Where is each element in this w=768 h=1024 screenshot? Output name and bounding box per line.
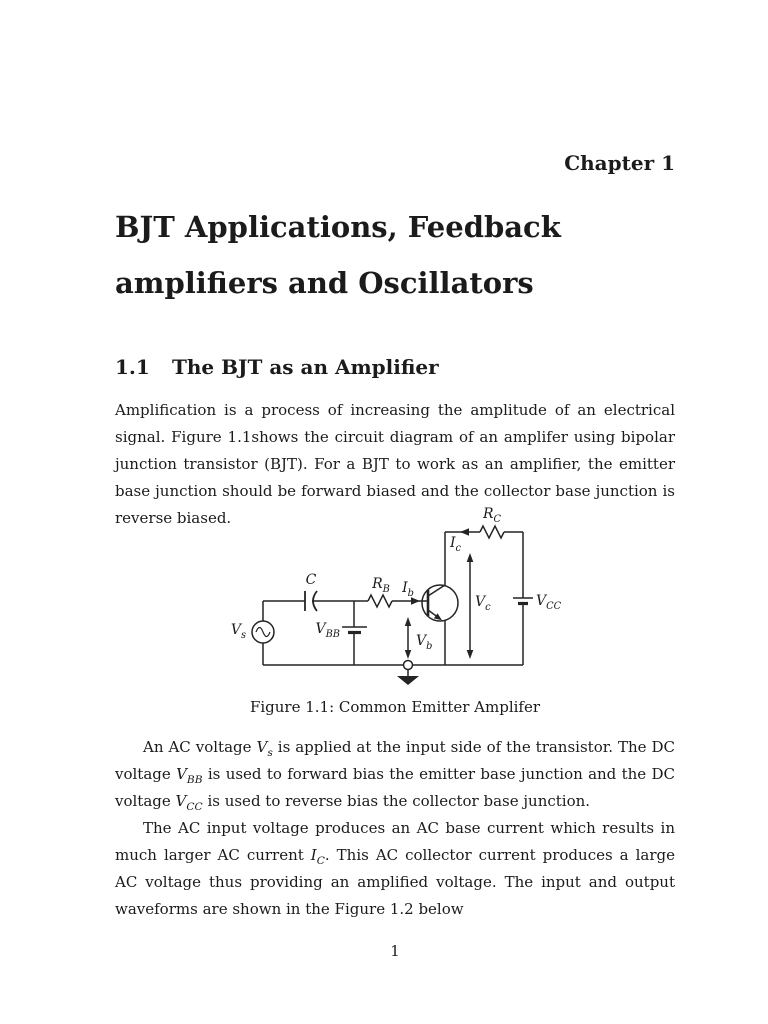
chapter-heading: Chapter 1 xyxy=(564,151,675,175)
ground-icon xyxy=(397,676,419,685)
label-ic: $I_c$ xyxy=(450,535,462,554)
circuit-figure xyxy=(230,505,570,700)
resistor-rb-symbol xyxy=(368,595,392,607)
label-c: C xyxy=(305,572,317,588)
label-vc: $V_c$ xyxy=(475,594,491,613)
label-vbb: $V_{BB}$ xyxy=(315,621,340,640)
section-title: The BJT as an Amplifier xyxy=(172,355,439,379)
chapter-title xyxy=(115,199,675,311)
body-paragraphs xyxy=(115,734,675,923)
chapter-title-line1: BJT Applications, Feedback xyxy=(115,210,561,244)
figure-caption: Figure 1.1: Common Emitter Amplifer xyxy=(249,698,541,716)
label-rc: $R_C$ xyxy=(482,506,502,525)
ground-node xyxy=(404,661,413,670)
label-ib: $I_b$ xyxy=(402,580,414,599)
section-number: 1.1 xyxy=(115,355,150,379)
paragraph-intro: Amplification is a process of increasing the amplitude of an electrical signal. Figure 1.1shows the circuit diagram of an amplifer using bipolar junction transistor (BJT). For a BJT to work as an amplifier, the emitter base junction should be forward biased and the collector base junction is reverse biased. xyxy=(115,401,675,527)
section-heading xyxy=(115,355,675,379)
vc-arrowhead-top xyxy=(467,553,474,562)
vb-arrowhead-top xyxy=(405,617,411,626)
vc-arrowhead-bottom xyxy=(467,650,474,659)
label-rb: $R_B$ xyxy=(372,576,390,595)
ic-arrowhead xyxy=(460,528,469,535)
page-number: 1 xyxy=(390,942,400,960)
label-vcc: $V_{CC}$ xyxy=(536,593,562,612)
paragraph-bias-description: An AC voltage $V_s$ is applied at the input side of the transistor. The DC voltage $V_{BB}$ is used to forward bias the emitter base junction and the DC voltage $V_{CC}$ is used to reverse bias the collector base junction. xyxy=(115,738,676,813)
label-vb: $V_b$ xyxy=(416,633,433,652)
resistor-rc-symbol xyxy=(480,526,504,538)
transistor-collector-lead xyxy=(428,585,445,596)
chapter-title-line2: amplifiers and Oscillators xyxy=(115,266,534,300)
vb-arrowhead-bottom xyxy=(405,650,411,659)
sine-icon xyxy=(256,628,270,637)
paragraph-amplification-description: The AC input voltage produces an AC base current which results in much larger AC current $I_C$. This AC collector current produces a large AC voltage thus providing an amplified voltage. The input and output waveforms are shown in the Figure 1.2 below xyxy=(115,819,676,918)
common-emitter-circuit-diagram xyxy=(230,505,570,700)
label-vs: $V_s$ xyxy=(230,622,246,641)
